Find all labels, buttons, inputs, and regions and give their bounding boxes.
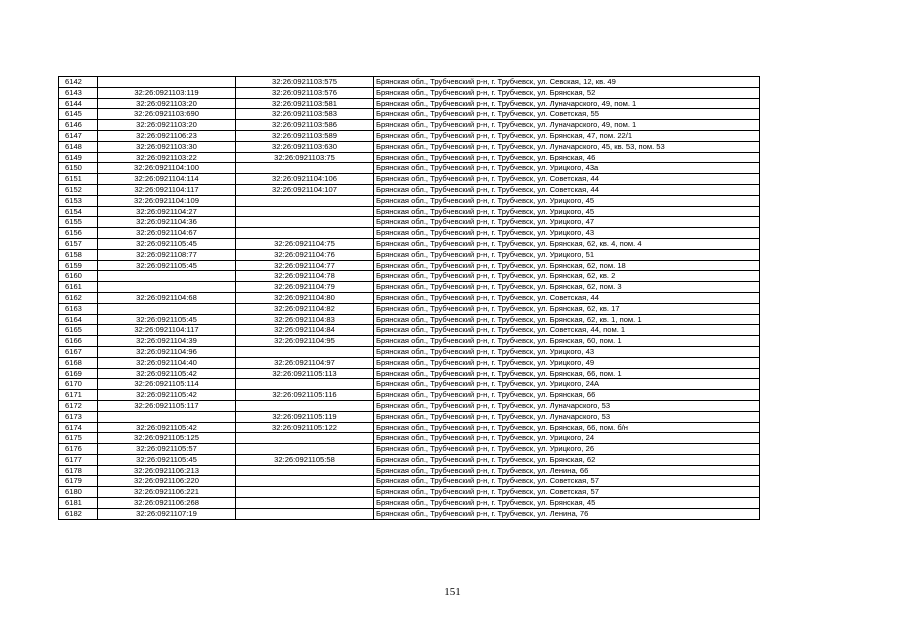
row-number-cell: 6164 [59,314,98,325]
address-cell: Брянская обл., Трубчевский р-н, г. Трубчевск, ул. Брянская, 46 [374,152,760,163]
table-row [59,184,760,195]
table-row [59,411,760,422]
cadastral-table-body [59,77,760,520]
object-number-cell: 32:26:0921103:589 [236,130,374,141]
address-cell: Брянская обл., Трубчевский р-н, г. Трубчевск, ул. Урицкого, 51 [374,249,760,260]
object-number-cell: 32:26:0921104:82 [236,303,374,314]
row-number-cell: 6162 [59,292,98,303]
object-number-cell [236,163,374,174]
object-number-cell: 32:26:0921103:576 [236,87,374,98]
object-number-cell [236,498,374,509]
row-number-cell: 6145 [59,109,98,120]
address-cell: Брянская обл., Трубчевский р-н, г. Трубчевск, ул. Брянская, 47, пом. 22/1 [374,130,760,141]
address-cell: Брянская обл., Трубчевский р-н, г. Трубчевск, ул. Брянская, 66 [374,390,760,401]
table-row [59,444,760,455]
cadastral-number-cell: 32:26:0921104:100 [98,163,236,174]
row-number-cell: 6172 [59,400,98,411]
table-row [59,454,760,465]
table-row [59,238,760,249]
address-cell: Брянская обл., Трубчевский р-н, г. Трубчевск, ул. Урицкого, 49 [374,357,760,368]
cadastral-number-cell: 32:26:0921106:268 [98,498,236,509]
table-row [59,346,760,357]
row-number-cell: 6155 [59,217,98,228]
object-number-cell: 32:26:0921103:575 [236,77,374,88]
row-number-cell: 6143 [59,87,98,98]
address-cell: Брянская обл., Трубчевский р-н, г. Трубчевск, ул. Советская, 44, пом. 1 [374,325,760,336]
address-cell: Брянская обл., Трубчевский р-н, г. Трубчевск, ул. Луначарского, 49, пом. 1 [374,120,760,131]
object-number-cell: 32:26:0921105:58 [236,454,374,465]
cadastral-number-cell: 32:26:0921103:30 [98,141,236,152]
cadastral-number-cell: 32:26:0921106:23 [98,130,236,141]
address-cell: Брянская обл., Трубчевский р-н, г. Трубчевск, ул. Брянская, 66, пом. 1 [374,368,760,379]
row-number-cell: 6159 [59,260,98,271]
cadastral-number-cell: 32:26:0921106:221 [98,487,236,498]
object-number-cell: 32:26:0921104:106 [236,174,374,185]
cadastral-number-cell: 32:26:0921105:125 [98,433,236,444]
cadastral-number-cell: 32:26:0921105:57 [98,444,236,455]
row-number-cell: 6180 [59,487,98,498]
object-number-cell: 32:26:0921105:113 [236,368,374,379]
table-row [59,336,760,347]
address-cell: Брянская обл., Трубчевский р-н, г. Трубчевск, ул. Советская, 57 [374,487,760,498]
address-cell: Брянская обл., Трубчевский р-н, г. Трубчевск, ул. Ленина, 76 [374,508,760,519]
cadastral-number-cell: 32:26:0921105:45 [98,260,236,271]
table-row [59,130,760,141]
address-cell: Брянская обл., Трубчевский р-н, г. Трубчевск, ул. Советская, 44 [374,292,760,303]
row-number-cell: 6163 [59,303,98,314]
table-row [59,87,760,98]
object-number-cell: 32:26:0921104:97 [236,357,374,368]
address-cell: Брянская обл., Трубчевский р-н, г. Трубчевск, ул. Урицкого, 24 [374,433,760,444]
table-row [59,141,760,152]
address-cell: Брянская обл., Трубчевский р-н, г. Трубчевск, ул. Урицкого, 43 [374,228,760,239]
row-number-cell: 6181 [59,498,98,509]
cadastral-number-cell: 32:26:0921103:690 [98,109,236,120]
cadastral-number-cell: 32:26:0921105:42 [98,390,236,401]
row-number-cell: 6167 [59,346,98,357]
table-row [59,120,760,131]
table-row [59,163,760,174]
row-number-cell: 6152 [59,184,98,195]
row-number-cell: 6142 [59,77,98,88]
address-cell: Брянская обл., Трубчевский р-н, г. Трубчевск, ул. Брянская, 62, пом. 18 [374,260,760,271]
cadastral-number-cell: 32:26:0921103:20 [98,120,236,131]
object-number-cell [236,476,374,487]
row-number-cell: 6177 [59,454,98,465]
address-cell: Брянская обл., Трубчевский р-н, г. Трубчевск, ул. Урицкого, 24А [374,379,760,390]
address-cell: Брянская обл., Трубчевский р-н, г. Трубчевск, ул. Урицкого, 47 [374,217,760,228]
cadastral-number-cell: 32:26:0921103:20 [98,98,236,109]
object-number-cell: 32:26:0921104:84 [236,325,374,336]
address-cell: Брянская обл., Трубчевский р-н, г. Трубчевск, ул. Брянская, 45 [374,498,760,509]
cadastral-number-cell [98,282,236,293]
cadastral-number-cell: 32:26:0921104:109 [98,195,236,206]
address-cell: Брянская обл., Трубчевский р-н, г. Трубчевск, ул. Брянская, 52 [374,87,760,98]
cadastral-number-cell: 32:26:0921104:96 [98,346,236,357]
object-number-cell [236,465,374,476]
object-number-cell: 32:26:0921104:95 [236,336,374,347]
row-number-cell: 6173 [59,411,98,422]
table-row [59,249,760,260]
table-row [59,282,760,293]
row-number-cell: 6168 [59,357,98,368]
object-number-cell [236,379,374,390]
object-number-cell: 32:26:0921104:80 [236,292,374,303]
table-row [59,325,760,336]
cadastral-number-cell: 32:26:0921105:114 [98,379,236,390]
cadastral-number-cell: 32:26:0921103:22 [98,152,236,163]
object-number-cell [236,508,374,519]
table-row [59,314,760,325]
object-number-cell: 32:26:0921103:583 [236,109,374,120]
object-number-cell [236,487,374,498]
table-row [59,400,760,411]
object-number-cell: 32:26:0921104:76 [236,249,374,260]
row-number-cell: 6150 [59,163,98,174]
cadastral-number-cell: 32:26:0921106:220 [98,476,236,487]
row-number-cell: 6182 [59,508,98,519]
object-number-cell [236,444,374,455]
table-row [59,228,760,239]
cadastral-number-cell [98,303,236,314]
object-number-cell: 32:26:0921105:116 [236,390,374,401]
address-cell: Брянская обл., Трубчевский р-н, г. Трубчевск, ул. Урицкого, 26 [374,444,760,455]
table-row [59,152,760,163]
object-number-cell [236,433,374,444]
row-number-cell: 6151 [59,174,98,185]
object-number-cell [236,206,374,217]
address-cell: Брянская обл., Трубчевский р-н, г. Трубчевск, ул. Севская, 12, кв. 49 [374,77,760,88]
address-cell: Брянская обл., Трубчевский р-н, г. Трубчевск, ул. Урицкого, 45 [374,206,760,217]
address-cell: Брянская обл., Трубчевский р-н, г. Трубчевск, ул. Советская, 57 [374,476,760,487]
address-cell: Брянская обл., Трубчевский р-н, г. Трубчевск, ул. Брянская, 62, кв. 1, пом. 1 [374,314,760,325]
object-number-cell: 32:26:0921103:581 [236,98,374,109]
table-row [59,260,760,271]
cadastral-number-cell [98,77,236,88]
table-row [59,390,760,401]
cadastral-number-cell: 32:26:0921104:117 [98,184,236,195]
address-cell: Брянская обл., Трубчевский р-н, г. Трубчевск, ул. Советская, 55 [374,109,760,120]
row-number-cell: 6165 [59,325,98,336]
cadastral-number-cell: 32:26:0921104:40 [98,357,236,368]
cadastral-number-cell: 32:26:0921104:68 [98,292,236,303]
table-row [59,206,760,217]
page-number: 151 [444,586,461,598]
table-row [59,357,760,368]
row-number-cell: 6178 [59,465,98,476]
table-row [59,422,760,433]
table-row [59,109,760,120]
object-number-cell: 32:26:0921104:79 [236,282,374,293]
row-number-cell: 6161 [59,282,98,293]
table-row [59,195,760,206]
address-cell: Брянская обл., Трубчевский р-н, г. Трубчевск, ул. Луначарского, 53 [374,411,760,422]
cadastral-number-cell: 32:26:0921104:36 [98,217,236,228]
address-cell: Брянская обл., Трубчевский р-н, г. Трубчевск, ул. Луначарского, 49, пом. 1 [374,98,760,109]
cadastral-table [58,76,760,520]
cadastral-number-cell: 32:26:0921104:117 [98,325,236,336]
table-row [59,303,760,314]
object-number-cell [236,346,374,357]
address-cell: Брянская обл., Трубчевский р-н, г. Трубчевск, ул. Брянская, 62, кв. 4, пом. 4 [374,238,760,249]
address-cell: Брянская обл., Трубчевский р-н, г. Трубчевск, ул. Урицкого, 45 [374,195,760,206]
row-number-cell: 6154 [59,206,98,217]
row-number-cell: 6171 [59,390,98,401]
cadastral-number-cell [98,411,236,422]
row-number-cell: 6146 [59,120,98,131]
cadastral-number-cell: 32:26:0921104:114 [98,174,236,185]
object-number-cell [236,400,374,411]
row-number-cell: 6157 [59,238,98,249]
object-number-cell: 32:26:0921105:119 [236,411,374,422]
object-number-cell: 32:26:0921103:586 [236,120,374,131]
address-cell: Брянская обл., Трубчевский р-н, г. Трубчевск, ул. Брянская, 66, пом. б/н [374,422,760,433]
row-number-cell: 6158 [59,249,98,260]
object-number-cell: 32:26:0921103:630 [236,141,374,152]
object-number-cell: 32:26:0921104:78 [236,271,374,282]
object-number-cell [236,217,374,228]
cadastral-number-cell: 32:26:0921104:67 [98,228,236,239]
table-row [59,368,760,379]
object-number-cell: 32:26:0921104:83 [236,314,374,325]
address-cell: Брянская обл., Трубчевский р-н, г. Трубчевск, ул. Брянская, 62, кв. 2 [374,271,760,282]
table-row [59,498,760,509]
address-cell: Брянская обл., Трубчевский р-н, г. Трубчевск, ул. Урицкого, 43 [374,346,760,357]
address-cell: Брянская обл., Трубчевский р-н, г. Трубчевск, ул. Луначарского, 45, кв. 53, пом. 53 [374,141,760,152]
table-row [59,292,760,303]
cadastral-number-cell: 32:26:0921108:77 [98,249,236,260]
object-number-cell [236,195,374,206]
row-number-cell: 6176 [59,444,98,455]
table-row [59,508,760,519]
row-number-cell: 6144 [59,98,98,109]
table-row [59,174,760,185]
row-number-cell: 6160 [59,271,98,282]
row-number-cell: 6148 [59,141,98,152]
address-cell: Брянская обл., Трубчевский р-н, г. Трубчевск, ул. Ленина, 66 [374,465,760,476]
object-number-cell: 32:26:0921104:107 [236,184,374,195]
object-number-cell [236,228,374,239]
object-number-cell: 32:26:0921104:75 [236,238,374,249]
table-row [59,77,760,88]
table-row [59,487,760,498]
row-number-cell: 6174 [59,422,98,433]
row-number-cell: 6149 [59,152,98,163]
table-row [59,465,760,476]
cadastral-number-cell: 32:26:0921106:213 [98,465,236,476]
object-number-cell: 32:26:0921105:122 [236,422,374,433]
cadastral-number-cell: 32:26:0921105:45 [98,238,236,249]
cadastral-number-cell: 32:26:0921105:45 [98,314,236,325]
cadastral-number-cell: 32:26:0921103:119 [98,87,236,98]
cadastral-number-cell: 32:26:0921107:19 [98,508,236,519]
row-number-cell: 6175 [59,433,98,444]
table-row [59,433,760,444]
cadastral-number-cell: 32:26:0921105:117 [98,400,236,411]
cadastral-number-cell: 32:26:0921104:27 [98,206,236,217]
row-number-cell: 6166 [59,336,98,347]
row-number-cell: 6170 [59,379,98,390]
address-cell: Брянская обл., Трубчевский р-н, г. Трубчевск, ул. Луначарского, 53 [374,400,760,411]
table-row [59,476,760,487]
address-cell: Брянская обл., Трубчевский р-н, г. Трубчевск, ул. Брянская, 62 [374,454,760,465]
row-number-cell: 6169 [59,368,98,379]
address-cell: Брянская обл., Трубчевский р-н, г. Трубчевск, ул. Брянская, 62, пом. 3 [374,282,760,293]
cadastral-number-cell [98,271,236,282]
row-number-cell: 6156 [59,228,98,239]
row-number-cell: 6153 [59,195,98,206]
cadastral-number-cell: 32:26:0921105:45 [98,454,236,465]
address-cell: Брянская обл., Трубчевский р-н, г. Трубчевск, ул. Брянская, 62, кв. 17 [374,303,760,314]
address-cell: Брянская обл., Трубчевский р-н, г. Трубчевск, ул. Советская, 44 [374,174,760,185]
row-number-cell: 6179 [59,476,98,487]
address-cell: Брянская обл., Трубчевский р-н, г. Трубчевск, ул. Урицкого, 43а [374,163,760,174]
table-row [59,379,760,390]
object-number-cell: 32:26:0921104:77 [236,260,374,271]
object-number-cell: 32:26:0921103:75 [236,152,374,163]
address-cell: Брянская обл., Трубчевский р-н, г. Трубчевск, ул. Брянская, 60, пом. 1 [374,336,760,347]
table-row [59,98,760,109]
cadastral-number-cell: 32:26:0921104:39 [98,336,236,347]
table-row [59,271,760,282]
row-number-cell: 6147 [59,130,98,141]
cadastral-number-cell: 32:26:0921105:42 [98,422,236,433]
address-cell: Брянская обл., Трубчевский р-н, г. Трубчевск, ул. Советская, 44 [374,184,760,195]
table-row [59,217,760,228]
cadastral-number-cell: 32:26:0921105:42 [98,368,236,379]
